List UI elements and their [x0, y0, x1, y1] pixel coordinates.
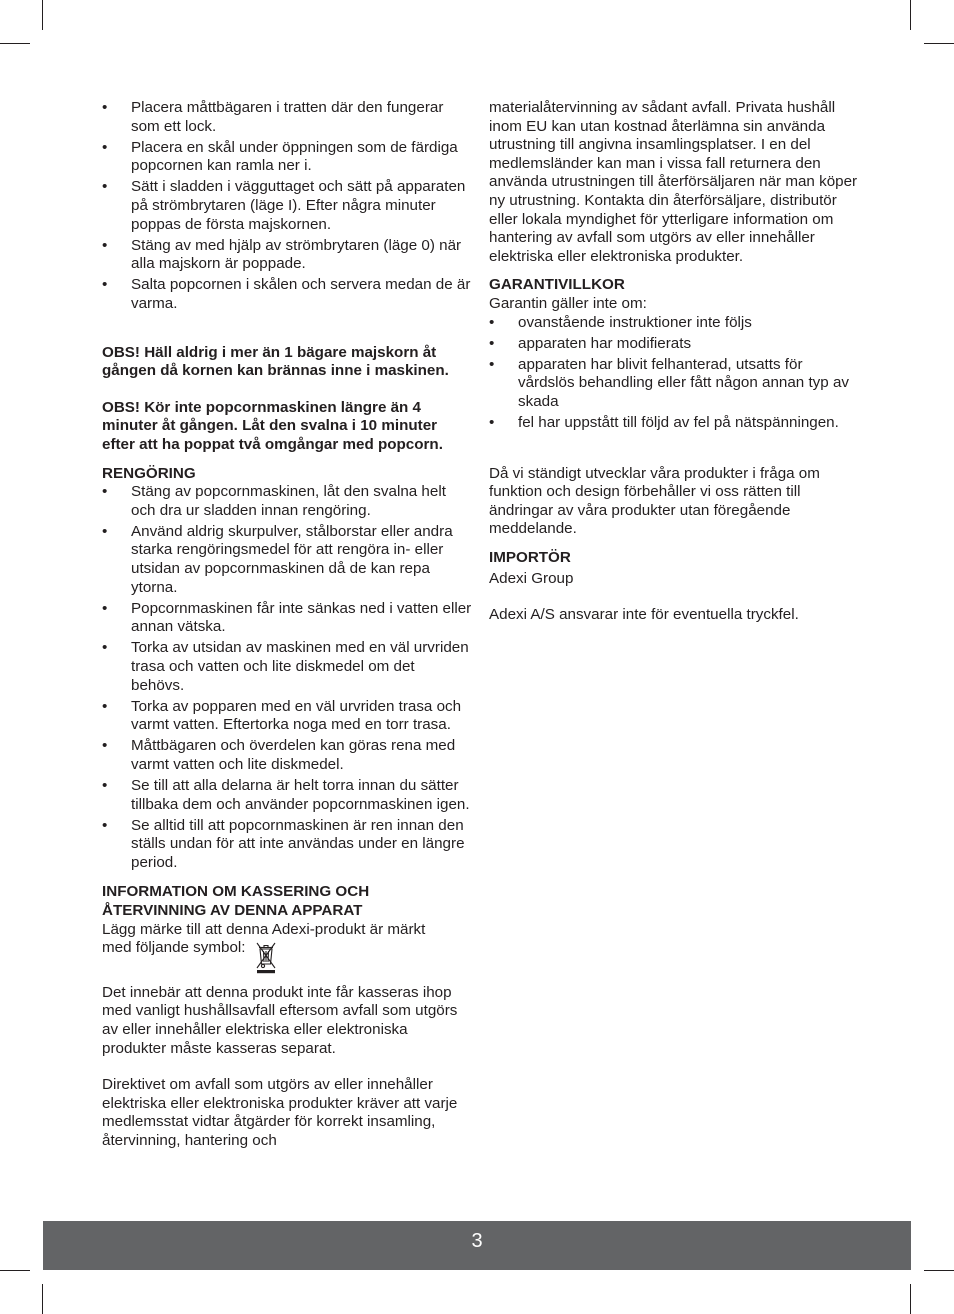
disposal-text-line-2: med följande symbol: [102, 939, 246, 957]
usage-instructions-list [102, 99, 472, 314]
list-item: • Torka av utsidan av maskinen med en väl urvriden trasa och vatten och lite diskmedel om det behövs. [102, 639, 472, 695]
crop-mark-top-right-h [924, 43, 954, 44]
footer-bar [43, 1221, 911, 1270]
crop-mark-bottom-right-v [910, 1284, 911, 1314]
crop-mark-top-right-v [910, 0, 911, 30]
cleaning-heading: RENGÖRING [102, 464, 196, 482]
importer-name: Adexi Group [489, 569, 574, 587]
crop-mark-bottom-left-h [0, 1270, 30, 1271]
list-item: • Sätt i sladden i vägguttaget och sätt på apparaten på strömbrytaren (läge I). Efter några minuter poppas de första majskornen. [102, 178, 472, 234]
crop-mark-top-left-v [42, 0, 43, 30]
disposal-paragraph-3: Direktivet om avfall som utgörs av eller innehåller elektriska eller elektroniska produkter kräver att varje medlemsstat vidtar åtgärder för korrekt insamling, återvinning, hantering och [102, 1076, 458, 1149]
list-item: • apparaten har modifierats [489, 335, 859, 354]
warning-run-time: OBS! Kör inte popcornmaskinen längre än 4 minuter åt gången. Låt den svalna i 10 minuter efter att ha poppat två omgångar med popcorn. [102, 398, 443, 453]
list-item: • Se alltid till att popcornmaskinen är ren innan den ställs undan för att inte användas under en längre period. [102, 817, 472, 873]
warranty-intro: Garantin gäller inte om: [489, 294, 647, 312]
list-item: • Måttbägaren och överdelen kan göras rena med varmt vatten och lite diskmedel. [102, 737, 472, 774]
printing-errors-disclaimer: Adexi A/S ansvarar inte för eventuella tryckfel. [489, 606, 799, 624]
warranty-heading: GARANTIVILLKOR [489, 276, 625, 294]
crop-mark-bottom-left-v [42, 1284, 43, 1314]
disposal-heading-line-1: INFORMATION OM KASSERING OCH [102, 883, 370, 901]
warranty-list [489, 314, 859, 433]
page-number: 3 [471, 1230, 483, 1252]
crop-mark-top-left-h [0, 43, 30, 44]
list-item: • Placera måttbägaren i tratten där den fungerar som ett lock. [102, 99, 472, 136]
crop-mark-bottom-right-h [924, 1270, 954, 1271]
list-item: • Se till att alla delarna är helt torra innan du sätter tillbaka dem och använder popcornmaskinen igen. [102, 777, 472, 814]
disposal-text-line-1: Lägg märke till att denna Adexi-produkt är märkt [102, 920, 426, 938]
disposal-heading [102, 883, 472, 920]
list-item: • ovanstående instruktioner inte följs [489, 314, 859, 333]
list-item: • Placera en skål under öppningen som de färdiga popcornen kan ramla ner i. [102, 139, 472, 176]
disposal-paragraph-2: Det innebär att denna produkt inte får kasseras ihop med vanligt hushållsavfall eftersom avfall som utgörs av eller innehåller elektriska eller elektroniska produkter måste kasseras separat. [102, 983, 458, 1057]
crossed-out-wheelie-bin-icon [254, 940, 278, 980]
disposal-symbol-paragraph [102, 921, 472, 980]
list-item: • Stäng av med hjälp av strömbrytaren (läge 0) när alla majskorn är poppade. [102, 237, 472, 274]
disposal-heading-line-2: ÅTERVINNING AV DENNA APPARAT [102, 902, 363, 920]
warning-portion-size: OBS! Häll aldrig i mer än 1 bägare majskorn åt gången då kornen kan brännas inne i maskinen. [102, 343, 449, 380]
list-item: • Salta popcornen i skålen och servera medan de är varma. [102, 276, 472, 313]
list-item: • Popcornmaskinen får inte sänkas ned i vatten eller annan vätska. [102, 600, 472, 637]
left-column [102, 99, 472, 1151]
list-item: • apparaten har blivit felhanterad, utsatts för vårdslös behandling eller fått någon annan typ av skada [489, 356, 859, 412]
importer-heading: IMPORTÖR [489, 548, 571, 566]
list-item: • Torka av popparen med en väl urvriden trasa och varmt vatten. Eftertorka noga med en torr trasa. [102, 698, 472, 735]
disposal-paragraph-3-continued: materialåtervinning av sådant avfall. Privata hushåll inom EU kan utan kostnad återlämna sin använda utrustning till angivna insamlingsplatser. I en del medlemsländer kan man i vissa fall returnera den använda utrustningen till återförsäljaren när man köper ny utrustning. Kontakta din återförsäljare, distributör eller lokala myndighet för ytterligare information om hantering av avfall som utgörs av eller innehåller elektriska eller elektroniska produkter. [489, 99, 858, 265]
list-item: • Använd aldrig skurpulver, stålborstar eller andra starka rengöringsmedel för att rengöra in- eller utsidan av popcornmaskinen då de kan repa ytorna. [102, 523, 472, 597]
list-item: • Stäng av popcornmaskinen, låt den svalna helt och dra ur sladden innan rengöring. [102, 483, 472, 520]
right-column [489, 99, 859, 625]
cleaning-list [102, 483, 472, 872]
development-note: Då vi ständigt utvecklar våra produkter i fråga om funktion och design förbehåller vi oss rätten till ändringar av våra produkter utan föregående meddelande. [489, 464, 820, 538]
list-item: • fel har uppstått till följd av fel på nätspänningen. [489, 414, 859, 433]
